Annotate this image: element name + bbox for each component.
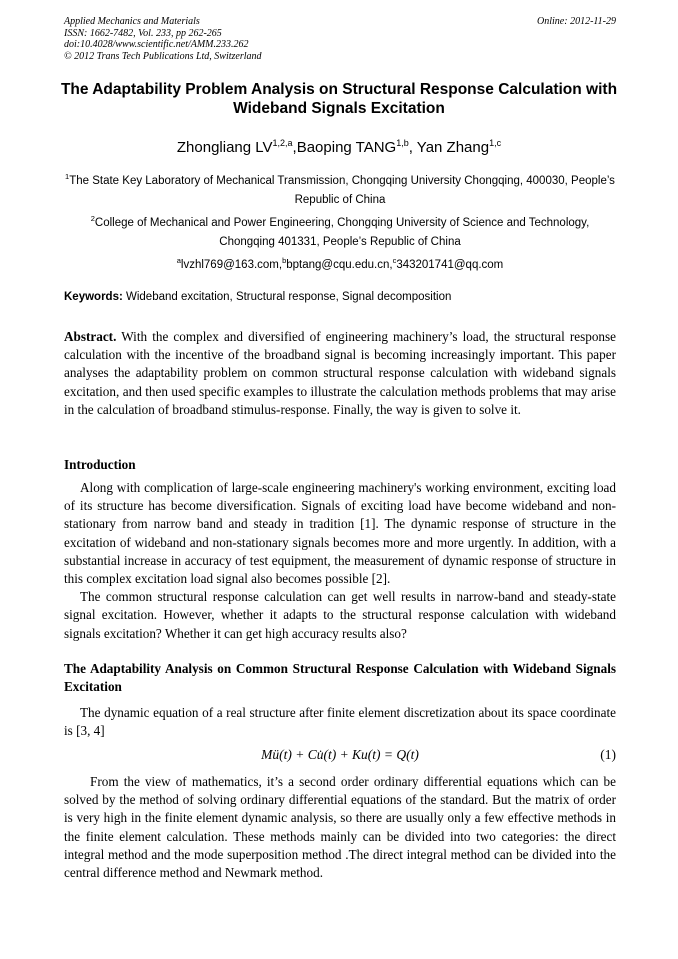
affiliation-2-text: College of Mechanical and Power Engineering, Chongqing University of Science and Technology, Chongqing 401331, People’s Republic of China	[94, 216, 590, 248]
affiliation-1	[64, 167, 616, 210]
adaptability-body	[64, 704, 616, 740]
author-3-affil: 1,c	[489, 138, 502, 148]
author-emails	[64, 253, 616, 273]
adaptability-paragraph-2: From the view of mathematics, it’s a second order ordinary differential equations which can be solved by the method of solving ordinary differential equations of the standard. But the matrix of order is very high in the finite element dynamic analysis, so there are usually only a few effective methods in the finite element calculation. These methods mainly can be divided into two categories: the direct integral method and the mode superposition method .The direct integral method can be divided into the central difference method and Newmark method.	[64, 774, 616, 881]
affiliation-2	[64, 209, 616, 252]
affiliation-1-marker: 1	[65, 172, 70, 181]
author-1: Zhongliang LV	[176, 139, 273, 156]
email-b: bptang@cqu.edu.cn,	[286, 258, 393, 271]
keywords-text: Wideband excitation, Structural response, Signal decomposition	[122, 291, 452, 303]
introduction-heading: Introduction	[64, 457, 136, 472]
paper-title: The Adaptability Problem Analysis on Structural Response Calculation with Wideband Signals Excitation	[60, 81, 618, 117]
email-b-marker: b	[282, 256, 287, 265]
journal-issn: ISSN: 1662-7482, Vol. 233, pp 262-265	[64, 27, 222, 39]
keywords	[64, 290, 616, 305]
equation-expression: Mü(t) + Cu̇(t) + Ku(t) = Q(t)	[261, 747, 419, 762]
author-2: ,Baoping TANG	[292, 139, 397, 156]
adaptability-body-continued	[64, 773, 616, 882]
author-list	[54, 134, 624, 157]
email-a: lvzhl769@163.com,	[180, 258, 283, 271]
author-3: , Yan Zhang	[408, 139, 490, 156]
affiliation-2-marker: 2	[90, 214, 95, 223]
equation-1	[64, 745, 616, 765]
introduction-paragraph-2: The common structural response calculation can get well results in narrow-band and steady-state signal excitation. However, whether it adapts to the structural response calculation with wideband signals excitation? Whether it can get high accuracy results also?	[64, 589, 616, 641]
abstract	[64, 328, 616, 419]
keywords-label: Keywords:	[64, 291, 123, 303]
introduction-body	[64, 479, 616, 643]
introduction-paragraph-1: Along with complication of large-scale engineering machinery's working environment, exciting load of its structure has become diversification. Signals of exciting load have become wideband and non-stationary from narrow band and steady in tradition [1]. The dynamic response of structure in the excitation of wideband and non-stationary signals becomes more and more urgently. In addition, with a substantial increase in accuracy of test equipment, the measurement of dynamic response of structure in this complex excitation load signal also becomes possible [2].	[64, 480, 616, 587]
adaptability-heading: The Adaptability Analysis on Common Structural Response Calculation with Wideband Signals Excitation	[64, 661, 616, 695]
journal-copyright: © 2012 Trans Tech Publications Ltd, Switzerland	[64, 50, 262, 62]
journal-header	[64, 16, 616, 62]
journal-name: Applied Mechanics and Materials	[64, 16, 200, 27]
email-c-marker: c	[392, 256, 397, 265]
journal-doi: doi:10.4028/www.scientific.net/AMM.233.262	[64, 39, 249, 50]
affiliation-1-text: The State Key Laboratory of Mechanical Transmission, Chongqing University Chongqing, 400030, People’s Republic of China	[69, 174, 615, 206]
abstract-label: Abstract.	[64, 329, 117, 344]
author-2-affil: 1,b	[396, 138, 409, 148]
email-c: 343201741@qq.com	[396, 258, 504, 271]
adaptability-paragraph-1: The dynamic equation of a real structure after finite element discretization about its space coordinate is [3, 4]	[64, 705, 616, 739]
email-a-marker: a	[176, 256, 181, 265]
author-1-affil: 1,2,a	[272, 138, 293, 148]
equation-number: (1)	[600, 747, 616, 762]
abstract-text: With the complex and diversified of engineering machinery’s load, the structural response calculation with the incentive of the broadband signal is becoming increasingly important. This paper analyses the adaptability problem on common structural response calculation with wideband signals excitation, and then used specific examples to illustrate the calculation methods problems that may arise in the calculation of broadband stimulus-response. Finally, the way is given to solve it.	[64, 329, 616, 417]
online-date: Online: 2012-11-29	[537, 16, 616, 27]
